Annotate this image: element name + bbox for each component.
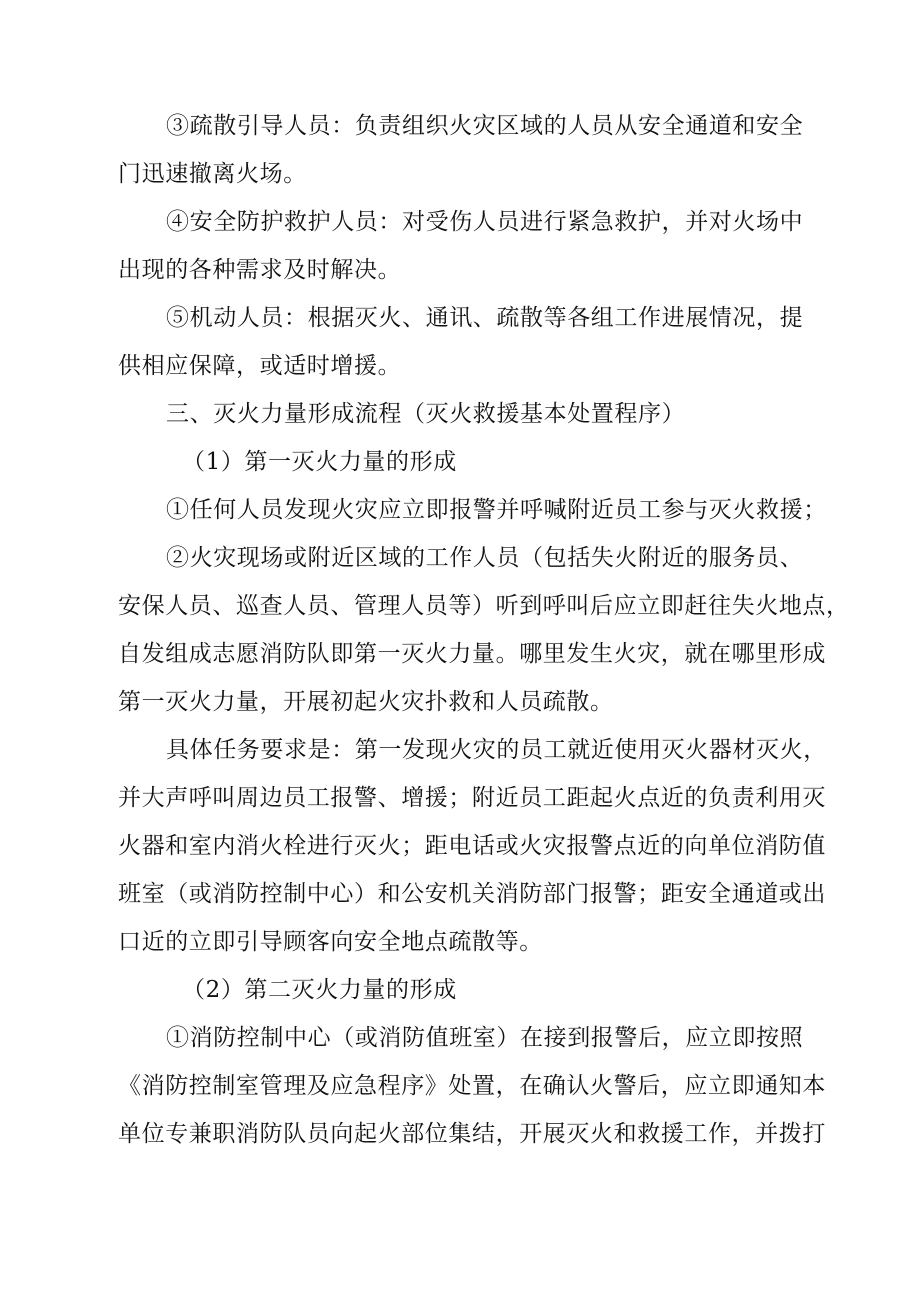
text-line: ①消防控制中心（或消防值班室）在接到报警后，应立即按照 <box>166 1025 804 1051</box>
text-line: 供相应保障，或适时增援。 <box>118 353 402 379</box>
text-line: ④安全防护救护人员：对受伤人员进行紧急救护，并对火场中 <box>166 209 804 235</box>
text-line: 具体任务要求是：第一发现火灾的员工就近使用灭火器材灭火， <box>166 737 827 763</box>
text-line: 班室（或消防控制中心）和公安机关消防部门报警；距安全通道或出 <box>118 881 826 907</box>
text-line: 自发组成志愿消防队即第一灭火力量。哪里发生火灾，就在哪里形成 <box>118 641 826 667</box>
text-line: 《消防控制室管理及应急程序》处置，在确认火警后，应立即通知本 <box>118 1073 826 1099</box>
text-line: ①任何人员发现火灾应立即报警并呼喊附近员工参与灭火救援； <box>166 497 827 523</box>
text-line: 出现的各种需求及时解决。 <box>118 257 402 283</box>
text-line: ②火灾现场或附近区域的工作人员（包括失火附近的服务员、 <box>166 545 804 571</box>
subsection-heading: （1）第一灭火力量的形成 <box>182 449 457 475</box>
text-line: 门迅速撤离火场。 <box>118 161 307 187</box>
subsection-heading: （2）第二灭火力量的形成 <box>182 977 457 1003</box>
text-line: 安保人员、巡查人员、管理人员等）听到呼叫后应立即赶往失火地点， <box>118 593 850 619</box>
text-line: 第一灭火力量，开展初起火灾扑救和人员疏散。 <box>118 689 614 715</box>
text-line: 单位专兼职消防队员向起火部位集结，开展灭火和救援工作，并拨打 <box>118 1121 826 1147</box>
section-heading: 三、灭火力量形成流程（灭火救援基本处置程序） <box>166 401 686 427</box>
text-line: 并大声呼叫周边员工报警、增援；附近员工距起火点近的负责利用灭 <box>118 785 826 811</box>
text-line: ⑤机动人员：根据灭火、通讯、疏散等各组工作进展情况，提 <box>166 305 804 331</box>
text-line: 口近的立即引导顾客向安全地点疏散等。 <box>118 929 543 955</box>
text-line: 火器和室内消火栓进行灭火；距电话或火灾报警点近的向单位消防值 <box>118 833 826 859</box>
text-line: ③疏散引导人员：负责组织火灾区域的人员从安全通道和安全 <box>166 113 804 139</box>
